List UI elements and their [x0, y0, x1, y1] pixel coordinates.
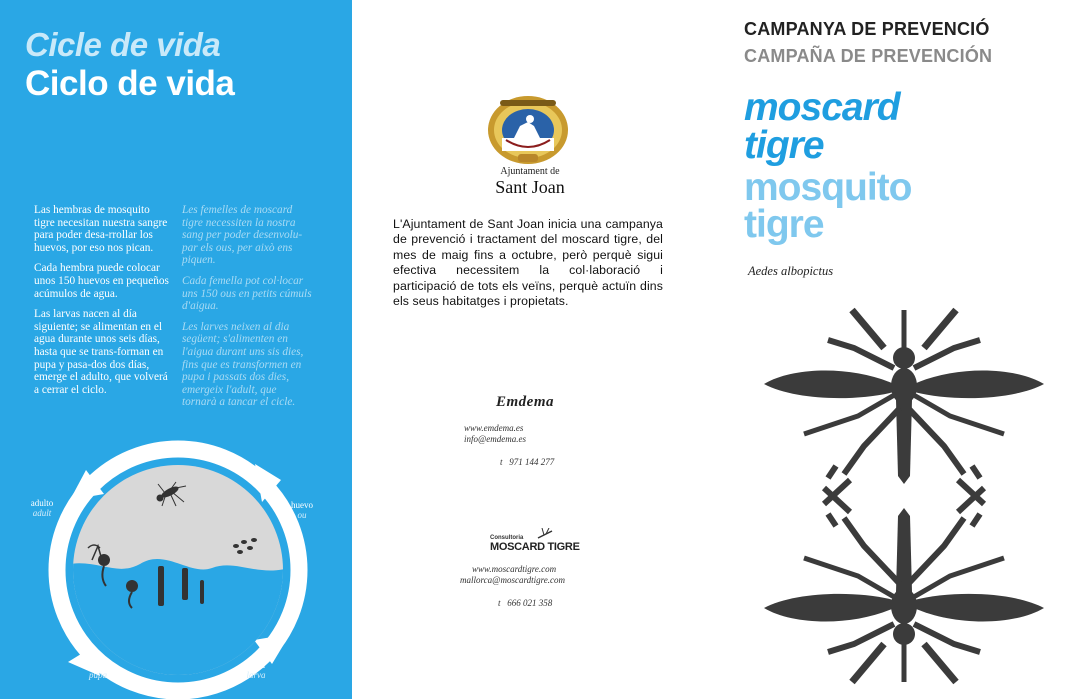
life-cycle-text-cat [182, 204, 312, 417]
mosquito-logo-icon [536, 528, 556, 540]
emdema-logo: Emdema [496, 394, 554, 410]
name-cat-line2: tigre [744, 124, 824, 167]
municipal-crest-icon [486, 94, 570, 171]
consultoria-logo-small: Consultoria [490, 535, 524, 541]
stage-label-egg [282, 500, 322, 520]
paragraph-es-1: Las hembras de mosquito tigre necesitan nuestra sangre para poder desa-rrollar los huevos, por eso nos pican. [34, 204, 168, 254]
municipality-line1: Ajuntament de [500, 166, 560, 177]
stage-egg-cat: ou [297, 510, 307, 520]
life-cycle-diagram [0, 436, 352, 699]
campaign-title-es: CAMPAÑA DE PREVENCIÓN [744, 46, 993, 66]
stage-pupa-es: pupa [89, 660, 107, 670]
emdema-phone: t 971 144 277 [500, 457, 555, 467]
consultoria-logo: MOSCARD TIGRE [490, 541, 580, 553]
tiger-mosquito-mirrored-icon [754, 296, 1054, 696]
stage-egg-es: huevo [291, 500, 313, 510]
consultoria-phone: t 666 021 358 [498, 598, 553, 608]
name-es-line1: mosquito [744, 166, 912, 209]
life-cycle-title-cat: Cicle de vida [25, 26, 221, 63]
life-cycle-title-es: Ciclo de vida [25, 64, 235, 103]
stage-larva-es: larva [247, 660, 265, 670]
paragraph-cat-1: Les femelles de moscard tigre necessiten la nostra sang per poder desenvolu-par els ous, per això ens piquen. [182, 204, 303, 267]
stage-pupa-cat: pupa [89, 670, 107, 680]
stage-adult-cat: adult [32, 508, 52, 518]
name-cat-line1: moscard [744, 86, 900, 129]
paragraph-cat-2: Cada femella pot col·locar uns 150 ous en petits cúmuls d'aigua. [182, 274, 312, 313]
scientific-name: Aedes albopictus [748, 264, 834, 278]
emdema-email[interactable]: info@emdema.es [464, 434, 527, 444]
paragraph-cat-3: Les larves neixen al dia següent; s'alimenten en l'aigua durant uns sis dies, fins que es transformen en pupa i passats dos dies, emergeix l'adult, que tornarà a tancar el cicle. [182, 320, 304, 409]
stage-larva-cat: larva [246, 670, 266, 680]
campaign-intro: L'Ajuntament de Sant Joan inicia una campanya de prevenció i tractament del moscard tigre, del mes de maig fins a octubre, però perquè sigui efectiva necessitem la col·laboració i participació de tots els veïns, perquè actuïn dins els seus habitatges i propietats. [393, 217, 663, 309]
life-cycle-text-es [34, 204, 172, 404]
emdema-web[interactable]: www.emdema.es [464, 423, 524, 433]
stage-label-pupa [78, 660, 118, 680]
stage-adult-es: adulto [30, 498, 54, 508]
info-panel [352, 0, 714, 699]
paragraph-es-2: Cada hembra puede colocar unos 150 huevos en pequeños acúmulos de agua. [34, 262, 169, 300]
stage-label-larva [236, 660, 276, 680]
cover-panel [714, 0, 1080, 699]
name-es-line2: tigre [744, 203, 824, 246]
paragraph-es-3: Las larvas nacen al día siguiente; se alimentan en el agua durante unos seis días, hasta que se trans-forman en pupa y pasa-dos dos días, emerge el adulto, que volverá a cerrar el ciclo. [34, 308, 168, 396]
consultoria-web[interactable]: www.moscardtigre.com [472, 564, 557, 574]
stage-label-adult [20, 498, 64, 518]
life-cycle-panel [0, 0, 352, 699]
campaign-title-cat: CAMPANYA DE PREVENCIÓ [744, 19, 990, 39]
consultoria-email[interactable]: mallorca@moscardtigre.com [460, 575, 566, 585]
municipality-name: Sant Joan [495, 177, 565, 197]
